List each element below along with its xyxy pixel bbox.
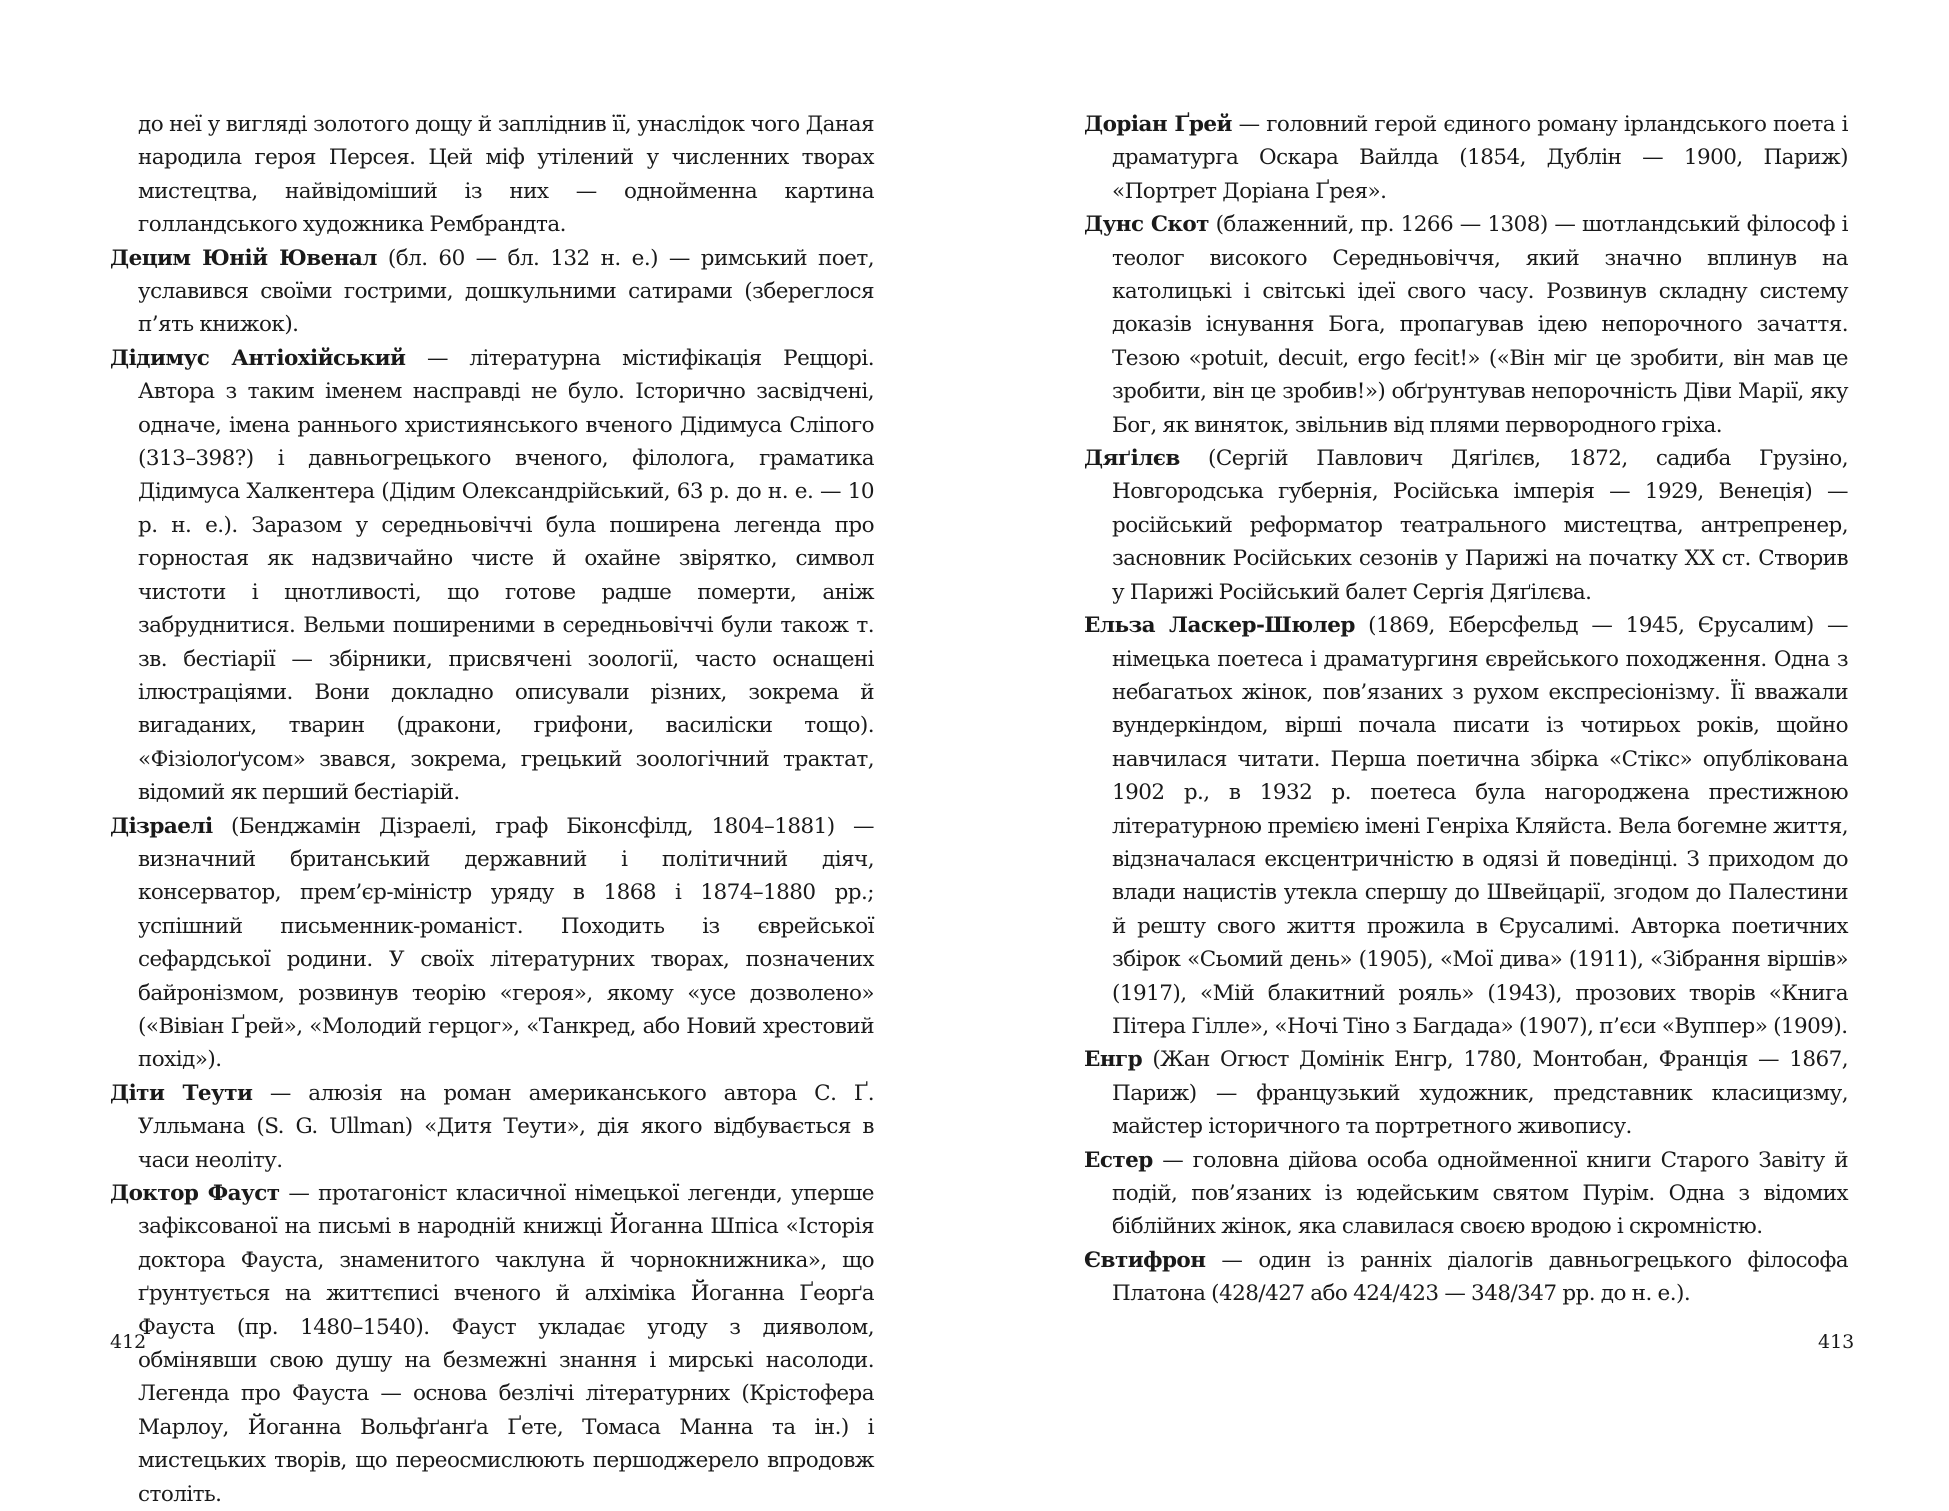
entry-definition: — літературна містифікація Реццорі. Автора з таким іменем насправді не було. Історично засвідчені, одначе, імена раннього християнського вченого Дідимуса Сліпого (313–398?) і давньогрецького вченого, філолога, граматика Дідимуса Халкентера (Дідим Олександрійський, 63 р. до н. е. — 10 р. н. е.). Заразом у середньовіччі була поширена легенда про горностая як надзвичайно чисте й охайне звірятко, символ чистоти і цнотливості, що готове радше померти, аніж забруднитися. Вельми поширеними в середньовіччі були також т. зв. бестіарії — збірники, присвячені зоології, часто оснащені ілюстраціями. Вони докладно описували різних, зокрема й вигаданих, тварин (дракони, грифони, василіски тощо). «Фізіолоґусом» звався, зокрема, грецький зоологічний трактат, відомий як перший бестіарій.: [138, 345, 875, 806]
entry-term: Дунс Скот: [1084, 212, 1209, 238]
entry-term: Дяґілєв: [1084, 446, 1180, 472]
entry-definition: — один із ранніх діалогів давньогрецького філософа Платона (428/427 або 424/423 — 348/347 рр. до н. е.).: [1112, 1247, 1848, 1307]
entry-definition: — головний герой єдиного роману ірландського поета і драматурга Оскара Вайлда (1854, Дублін — 1900, Париж) «Портрет Доріана Ґрея».: [1112, 112, 1848, 204]
left-page: [110, 108, 874, 1511]
entry-term: Дідимус Антіохійський: [110, 345, 406, 371]
page-number-left: 412: [110, 1331, 147, 1353]
entry-definition: (блаженний, пр. 1266 — 1308) — шотландський філософ і теолог високого Середньовіччя, який значно вплинув на католицькі і світські ідеї свого часу. Розвинув складну систему доказів існування Бога, пропагував ідею непорочного зачаття. Тезою «potuit, decuit, ergo fecit!» («Він міг це зробити, він мав це зробити, він це зробив!») обґрунтував непорочність Діви Марії, яку Бог, як виняток, звільнив від плями первородного гріха.: [1112, 212, 1848, 438]
glossary-entry: [1084, 609, 1848, 1043]
glossary-entry: [1084, 208, 1848, 442]
entry-definition: — протагоніст класичної німецької легенди, уперше зафіксованої на письмі в народній книжці Йоганна Шпіса «Історія доктора Фауста, знаменитого чаклуна й чорнокнижника», що ґрунтується на життєписі вченого й алхіміка Йоганна Ґеорґа Фауста (пр. 1480–1540). Фауст укладає угоду з дияволом, обмінявши свою душу на безмежні знання і мирські насолоди. Легенда про Фауста — основа безлічі літературних (Крістофера Марлоу, Йоганна Вольфґанґа Ґете, Томаса Манна та ін.) і мистецьких творів, що переосмислюють першоджерело впродовж століть.: [138, 1181, 874, 1507]
glossary-entry: [1084, 1244, 1848, 1311]
continued-entry-text: до неї у вигляді золотого дощу й запліднив її, унаслідок чого Даная народила героя Персея. Цей міф утілений у численних творах мистецтва, найвідоміший із них — однойменна картина голландського художника Рембрандта.: [138, 112, 874, 238]
glossary-entry: [110, 242, 874, 342]
glossary-entry: [1084, 442, 1848, 609]
glossary-entry: [110, 1077, 874, 1177]
entry-definition: (1869, Еберсфельд — 1945, Єрусалим) — німецька поетеса і драматургиня єврейського походження. Одна з небагатьох жінок, пов’язаних з рухом експресіонізму. Її вважали вундеркіндом, вірші почала писати із чотирьох років, щойно навчилася читати. Перша поетична збірка «Стікс» опублікована 1902 р., в 1932 р. поетеса була нагороджена престижною літературною премією імені Генріха Кляйста. Вела богемне життя, відзначалася ексцентричністю в одязі й поведінці. З приходом до влади нацистів утекла спершу до Швейцарії, згодом до Палестини й решту свого життя прожила в Єрусалимі. Авторка поетичних збірок «Сьомий день» (1905), «Мої дива» (1911), «Зібрання віршів» (1917), «Мій блакитний рояль» (1943), прозових творів «Книга Пітера Гілле», «Ночі Тіно з Багдада» (1907), п’єси «Вуппер» (1909).: [1112, 613, 1848, 1039]
entry-definition: (Сергій Павлович Дяґілєв, 1872, садиба Грузіно, Новгородська губернія, Російська імперія — 1929, Венеція) — російський реформатор театрального мистецтва, антрепренер, засновник Російських сезонів у Парижі на початку XX ст. Створив у Парижі Російський балет Сергія Дяґілєва.: [1112, 446, 1848, 605]
page-number-right: 413: [1818, 1331, 1855, 1353]
glossary-entry: [110, 810, 874, 1077]
glossary-entry: [1084, 1144, 1848, 1244]
entry-term: Доктор Фауст: [110, 1181, 280, 1206]
glossary-entry: [1084, 108, 1848, 208]
entry-term: Доріан Ґрей: [1084, 112, 1232, 137]
entry-term: Децим Юній Ювенал: [110, 245, 377, 271]
entry-term: Дізраелі: [110, 813, 213, 839]
entry-term: Ельза Ласкер-Шюлер: [1084, 613, 1355, 639]
entry-definition: (Жан Огюст Домінік Енгр, 1780, Монтобан, Франція — 1867, Париж) — французький художник, представник класицизму, майстер історичного та портретного живопису.: [1112, 1047, 1848, 1140]
entry-definition: (Бенджамін Дізраелі, граф Біконсфілд, 1804–1881) — визначний британський державний і політичний діяч, консерватор, прем’єр-міністр уряду в 1868 і 1874–1880 рр.; успішний письменник-романіст. Походить із єврейської сефардської родини. У своїх літературних творах, позначених байронізмом, розвинув теорію «героя», якому «усе дозволено» («Вівіан Ґрей», «Молодий герцог», «Танкред, або Новий хрестовий похід»).: [138, 813, 874, 1073]
entry-term: Енгр: [1084, 1047, 1143, 1073]
entry-term: Євтифрон: [1084, 1247, 1206, 1273]
entry-definition: (бл. 60 — бл. 132 н. е.) — римський поет, уславився своїми гострими, дошкульними сатирами (збереглося п’ять книжок).: [138, 245, 874, 338]
entry-definition: — алюзія на роман американського автора С. Ґ. Улльмана (S. G. Ullman) «Дитя Теути», дія якого відбувається в часи неоліту.: [138, 1080, 875, 1173]
entry-term: Діти Теути: [110, 1080, 253, 1106]
entry-definition: — головна дійова особа однойменної книги Старого Завіту й подій, пов’язаних із юдейським святом Пурім. Одна з відомих біблійних жінок, яка славилася своєю вродою і скромністю.: [1112, 1147, 1848, 1240]
glossary-entry: [110, 342, 874, 810]
glossary-entry: [1084, 1043, 1848, 1143]
glossary-entry: [110, 1177, 874, 1511]
right-page: [1084, 108, 1848, 1311]
entry-term: Естер: [1084, 1147, 1153, 1173]
